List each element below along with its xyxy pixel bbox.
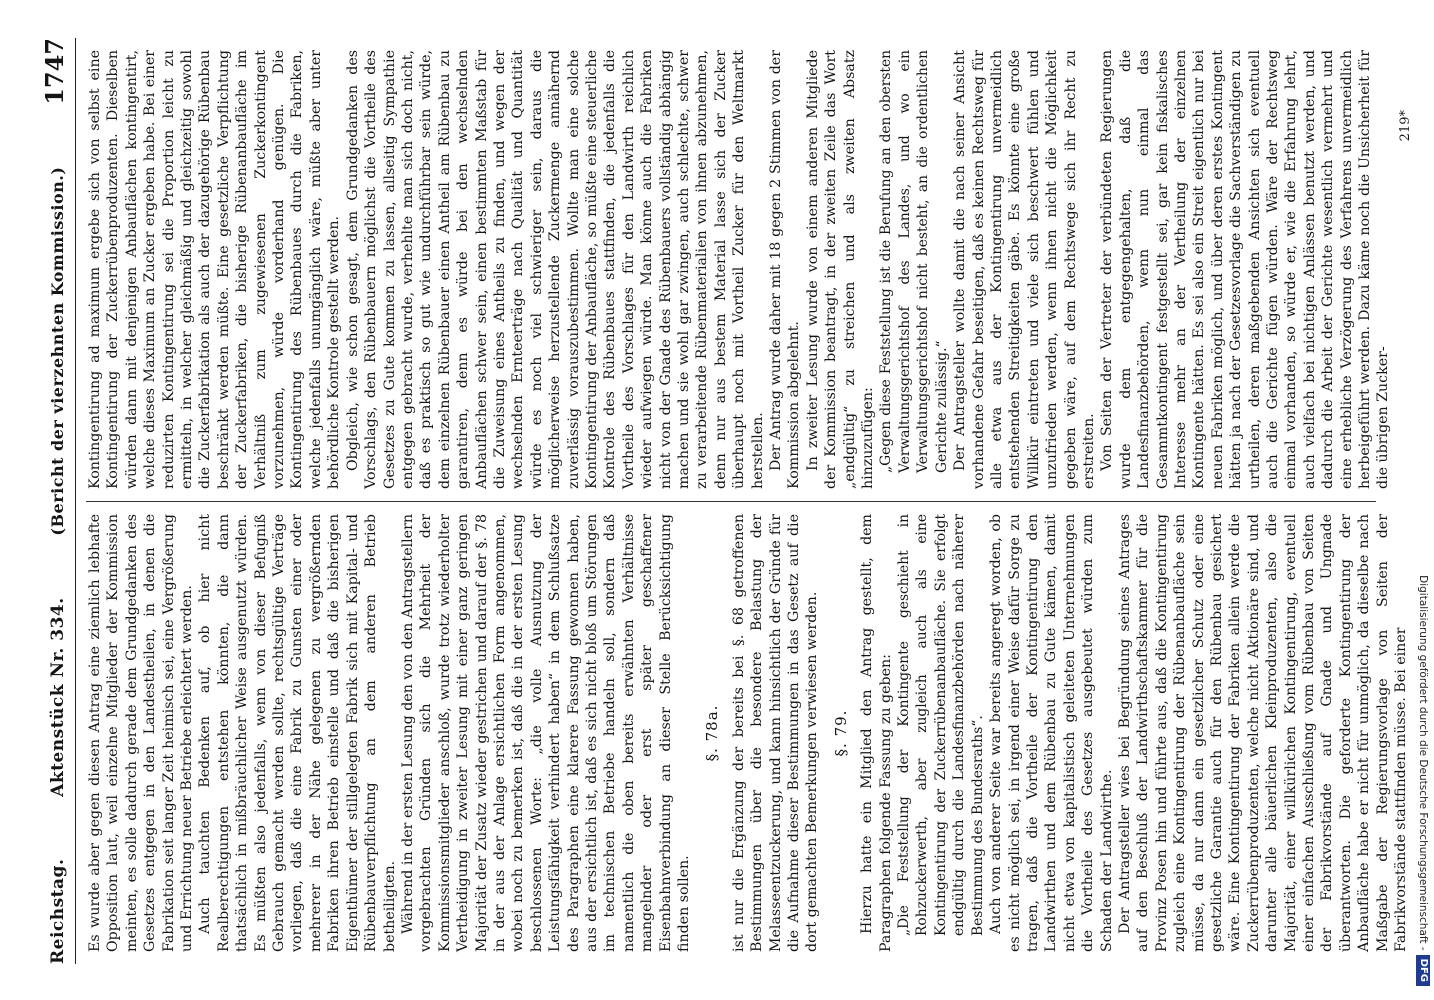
dfg-logo: DFG [1416,955,1430,986]
header-reichstag: Reichstag. [48,858,68,964]
page-header [40,38,76,964]
right-column [86,38,1413,501]
paragraph: Es wurde aber gegen diesen Antrag eine ziemlich lebhafte Opposition laut, weil einzelne Mitglieder der Kommission meinten, es solle dadurch gerade dem Grundgedanken des Gesetzes entgegen in den Landestheilen, in denen die Fabrikation seit langer Zeit heimisch sei, eine Vergrößerung und Errichtung neuer Betriebe erleichtert werden. [87,514,196,952]
digitization-note: Digitalisierung gefördert durch die Deutsche Forschungsgemeinschaft - [1417,575,1429,951]
quoted-proposal: „Die Feststellung der Kontingente geschieht in Rohzuckerwerth, aber zugleich auch als eine Kontingentirung der Zuckerrübenanbaufläche. Sie erfolgt endgültig durch die Landesfinanzbehörden nach näherer Bestimmung des Bundesraths“. [896,514,986,936]
section-heading-79: §. 79. [831,709,850,757]
header-title: Aktenstück Nr. 334. [48,597,68,797]
paragraph: Auch tauchten Bedenken auf, ob hier nicht Realberechtigungen entstehen könnten, die dann thatsächlich in mißbräuchlicher Weise ausgenutzt würden. Es müßten also jedenfalls, wenn von dieser Befugniß Gebrauch gemacht werden sollte, rechtsgültige Verträge vorliegen, daß die eine Fabrik zu Gunsten einer oder mehrerer in der Nähe gelegenen zu vergrößernden Fabriken ihren Betrieb einstelle und daß die bisherigen Eigenthümer der stillgelegten Fabrik sich mit Kapital- und Rübenbauverpflichtung an dem anderen Betrieb betheiligten. [197,514,398,952]
digitization-credit [1416,6,1430,986]
paragraph: Während in der ersten Lesung den von den Antragstellern vorgebrachten Gründen sich die Mehrheit der Kommissionsmitglieder anschloß, wurde trotz wiederholter Vertheidigung in zweiter Lesung mit einer ganz geringen Majorität der Zusatz wieder gestrichen und darauf der §. 78 in der aus der Anlage ersichtlichen Form angenommen, wobei noch zu bemerken ist, daß die in der ersten Lesung beschlossenen Worte: „die volle Ausnutzung der Leistungsfähigkeit verhindert haben“ in dem Schlußsatze des Paragraphen eine klarere Fassung gewonnen haben, aus der ersichtlich ist, daß es sich nicht bloß um Störungen im technischen Betriebe handeln soll, sondern daß namentlich die oben bereits erwähnten Verhältnisse mangelnder oder erst später geschaffener Eisenbahnverbindung an dieser Stelle Berücksichtigung finden sollen. [399,514,692,952]
page-number: 1747 [40,38,69,105]
paragraph: In zweiter Lesung wurde von einem anderen Mitgliede der Kommission beantragt, in der zweiten Zeile das Wort „endgültig“ zu streichen und als zweiten Absatz hinzuzufügen: [804,50,877,489]
paragraph: Kontingentirung ad maximum ergebe sich von selbst eine Kontingentirung der Zuckerrübenproduzenten. Dieselben würden dann mit denjenigen Anbauflächen kontingentirt, welche dieses Maximum an Zucker ergeben habe. Bei einer reduzirten Kontingentirung sei die Proportion leicht zu ermitteln, in welcher gleichmäßig und gleichzeitig sowohl die Zuckerfabrikation als auch der dazugehörige Rübenbau beschränkt werden müßte. Eine gesetzliche Verpflichtung der Zuckerfabriken, die bisherige Rübenanbaufläche im Verhältniß zum zugewiesenen Zuckerkontingent vorzunehmen, würde vorderhand genügen. Die Kontingentirung des Rübenbaues durch die Fabriken, welche jedenfalls unumgänglich wäre, müßte aber unter behördliche Kontrole gestellt werden. [87,50,343,489]
signature-mark: 219* [1397,110,1413,142]
text-columns [86,38,1413,964]
header-subtitle: (Bericht der vierzehnten Kommission.) [48,166,67,536]
left-column [86,501,1410,964]
paragraph: Der Antrag wurde daher mit 18 gegen 2 Stimmen von der Kommission abgelehnt. [768,50,803,489]
paragraph: ist nur die Ergänzung der bereits bei §. 68 getroffenen Bestimmungen über die besondere Belastung der Melasseentzuckerung, und kann hinsichtlich der Gründe für die Aufnahme dieser Bestimmungen in das Gesetz auf die dort gemachten Bemerkungen verwiesen werden. [730,514,821,952]
paragraph: Von Seiten der Vertreter der verbündeten Regierungen wurde dem entgegengehalten, daß die Landesfinanzbehörden, wenn nun einmal das Gesammtkontingent festgestellt sei, gar kein fiskalisches Interesse mehr an der Vertheilung der einzelnen Kontingente hätten. Es sei also ein Streit eigentlich nur bei neuen Fabriken möglich, und über deren erstes Kontingent hätten ja nach der Gesetzesvorlage die Sachverständigen zu urtheilen, deren maßgebenden Ansichten sich eventuell auch die Gerichte fügen würden. Wäre der Rechtsweg einmal vorhanden, so würde er, wie die Erfahrung lehrt, auch vielfach bei nichtigen Anlässen benutzt werden, und dadurch die Arbeit der Gerichte wesentlich vermehrt und eine erhebliche Verzögerung des Verfahrens unvermeidlich herbeigeführt werden. Dazu käme noch die Unsicherheit für die übrigen Zucker- [1099,50,1392,489]
section-heading-78a: §. 78a. [703,704,722,762]
quoted-amendment: „Gegen diese Feststellung ist die Berufung an den obersten Verwaltungsgerichtshof des Landes, und wo ein Verwaltungsgerichtshof nicht besteht, an die ordentlichen Gerichte zulässig.“ [878,50,950,473]
paragraph: Hierzu hatte ein Mitglied den Antrag gestellt, dem Paragraphen folgende Fassung zu geben: [859,514,894,952]
paragraph: Der Antragsteller wollte damit die nach seiner Ansicht vorhandene Gefahr beseitigen, daß es keinen Rechtsweg für alle etwa aus der Kontingentirung unvermeidlich entstehenden Streitigkeiten gäbe. Es könnte eine große Willkür eintreten und viele sich beschwert fühlen und unzufrieden werden, wenn ihnen nicht die Möglichkeit gegeben wäre, auf dem Rechtswege sich ihr Recht zu erstreiten. [952,50,1097,489]
paragraph: Auch von anderer Seite war bereits angeregt worden, ob es nicht möglich sei, in irgend einer Weise dafür Sorge zu tragen, daß die Vortheile der Kontingentirung den Landwirthen und dem Rübenbau zu Gute kämen, damit nicht etwa von kapitalistisch geleiteten Unternehmungen die Vortheile des Gesetzes ausgebeutet würden zum Schaden der Landwirthe. [988,514,1115,952]
paragraph: Der Antragsteller wies bei Begründung seines Antrages auf den Beschluß der Landwirthschaftskammer für die Provinz Posen hin und führte aus, daß die Kontingentirung zugleich eine Kontingentirung der Rübenanbaufläche sein müsse, da nur dann ein gesetzlicher Schutz oder eine gesetzliche Garantie auch für den Rübenbau gesichert wäre. Eine Kontingentirung der Fabriken allein werde die Zuckerrübenproduzenten, welche nicht Aktionäre sind, und darunter alle bäuerlichen Kleinproduzenten, also die Majorität, einer willkürlichen Kontingentirung, eventuell einer einfachen Ausschließung vom Rübenbau von Seiten der Fabrikvorstände auf Gnade und Ungnade überantworten. Die geforderte Kontingentirung der Anbaufläche habe er nicht für unmöglich, da dieselbe nach Maßgabe der Regierungsvorlage von Seiten der Fabrikvorstände stattfinden müsse. Bei einer [1116,514,1410,952]
paragraph: Obgleich, wie schon gesagt, dem Grundgedanken des Vorschlags, den Rübenbauern möglichst die Vortheile des Gesetzes zu Gute kommen zu lassen, allseitig Sympathie entgegen gebracht wurde, verhehlte man sich doch nicht, daß es praktisch so gut wie undurchführbar sein würde, dem einzelnen Rübenbauer einen Antheil am Rübenbau zu garantiren, denn es würde bei den wechselnden Anbauflächen schwer sein, einen bestimmten Maßstab für die Zuweisung eines Antheils zu finden, und wegen der wechselnden Ernteerträge nach Qualität und Quantität würde es noch viel schwieriger sein, daraus die möglicherweise herzustellende Zuckermenge annähernd zuverlässig vorauszubestimmen. Wollte man eine solche Kontingentirung der Anbaufläche, so müßte eine steuerliche Kontrole des Rübenbaues stattfinden, die jedenfalls die Vortheile des Vorschlages für den Landwirth reichlich wieder aufwiegen würde. Man könne auch die Fabriken nicht von der Gnade des Rübenbauers vollständig abhängig machen und sie wohl gar zwingen, auch schlechte, schwer zu verarbeitende Rübenmaterialien von ihnen abzunehmen, denn nur aus bestem Material lasse sich der Zucker überhaupt noch mit Vortheil Zucker für den Weltmarkt herstellen. [344,50,766,489]
